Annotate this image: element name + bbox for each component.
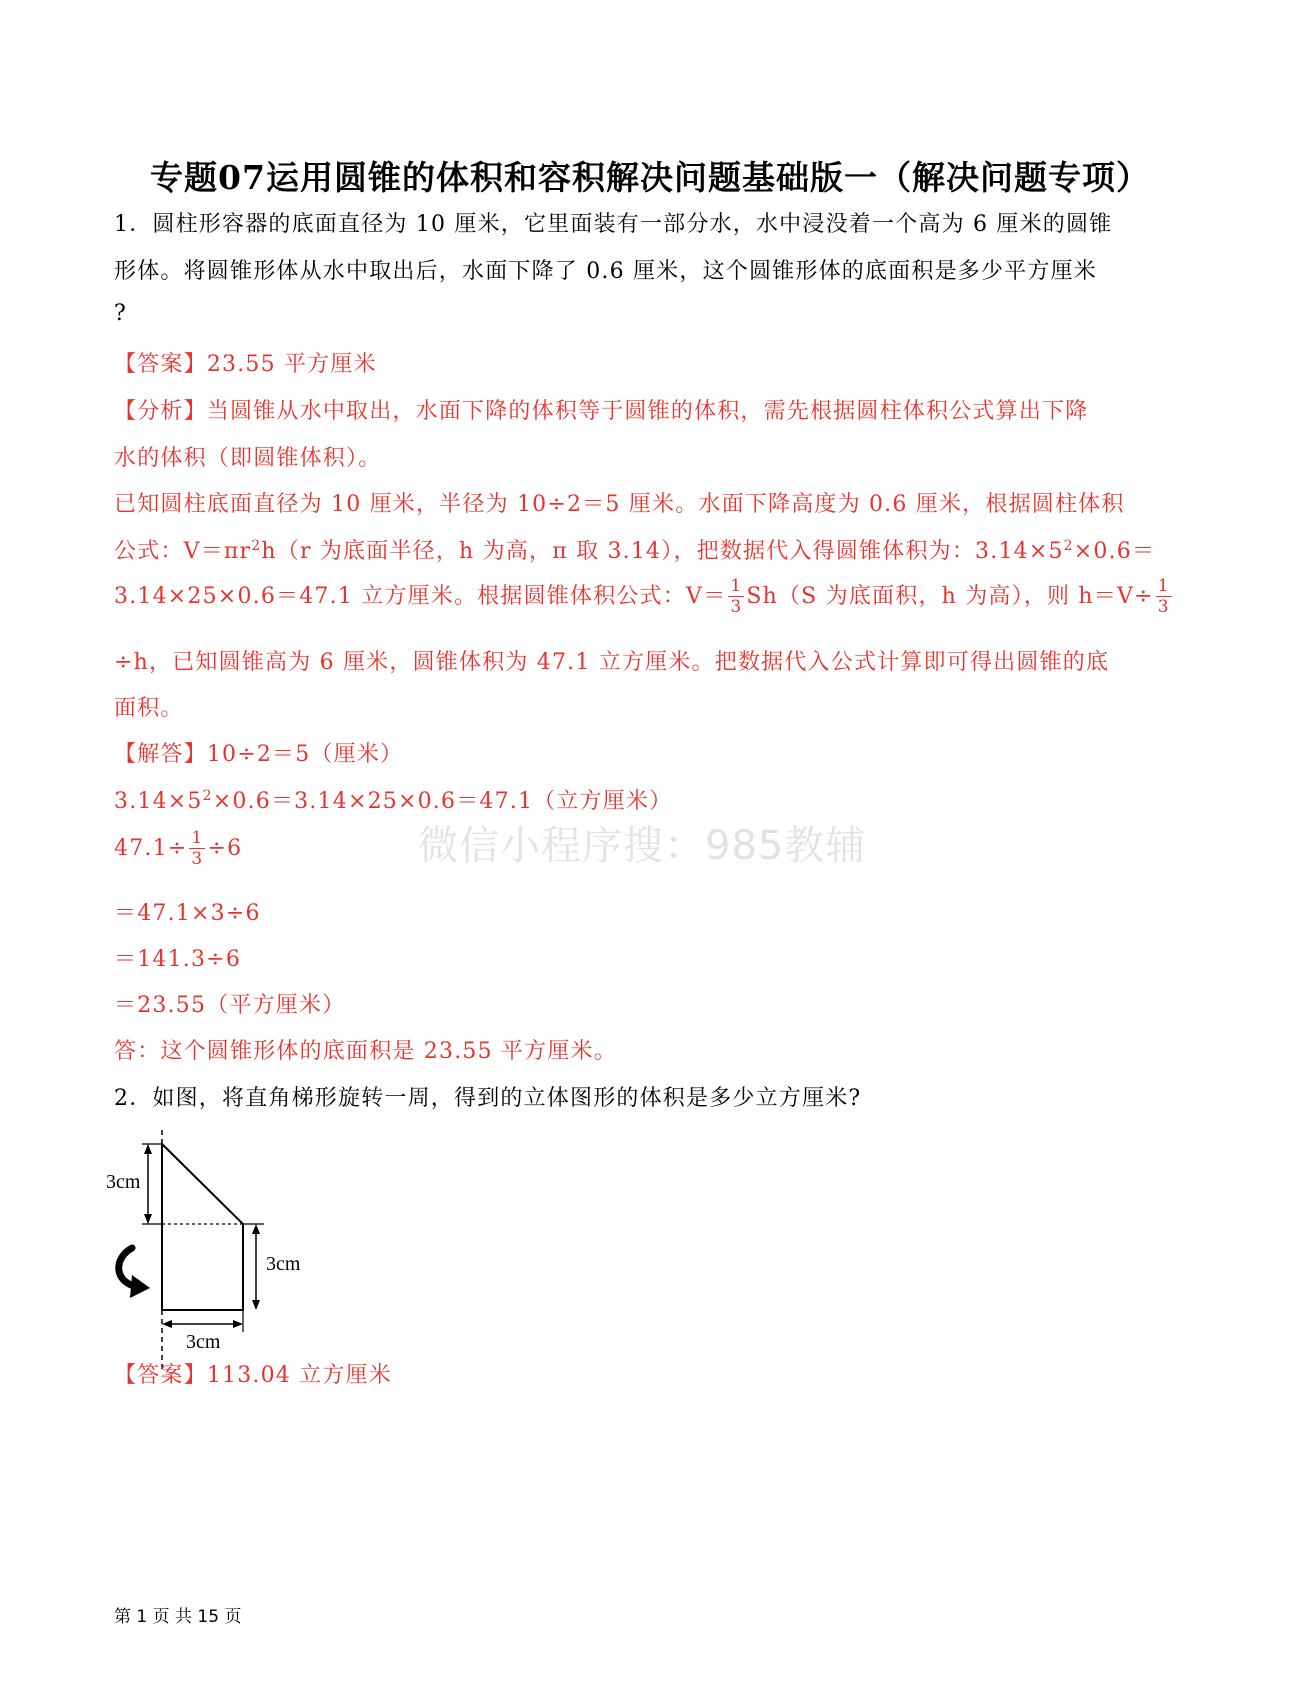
solution-step: 47.1÷ bbox=[114, 836, 188, 861]
solution-step: ÷6 bbox=[207, 836, 243, 861]
arrow-head bbox=[233, 1320, 243, 1328]
q1-analysis-4 bbox=[114, 534, 1155, 565]
arrow-head bbox=[162, 1320, 172, 1328]
fraction-denominator: 3 bbox=[1157, 597, 1170, 617]
exponent: 2 bbox=[251, 538, 262, 554]
q1-line-3: ? bbox=[114, 301, 127, 326]
q1-analysis-3: 已知圆柱底面直径为 10 厘米，半径为 10÷2＝5 厘米。水面下降高度为 0.6 厘米，根据圆柱体积 bbox=[114, 492, 1125, 517]
q2-answer bbox=[114, 1358, 392, 1389]
q1-line-1: 1．圆柱形容器的底面直径为 10 厘米，它里面装有一部分水，水中浸没着一个高为 6 厘米的圆锥 bbox=[114, 212, 1113, 237]
label-bottom-width: 3cm bbox=[186, 1331, 221, 1353]
exponent: 2 bbox=[202, 788, 213, 804]
fraction-denominator: 3 bbox=[730, 597, 743, 617]
fraction-one-third bbox=[728, 578, 744, 616]
fraction-one-third bbox=[1156, 578, 1172, 616]
label-right-height: 3cm bbox=[266, 1253, 301, 1275]
page-footer: 第 1 页 共 15 页 bbox=[114, 1607, 242, 1627]
answer-tag: 【答案】 bbox=[114, 1363, 207, 1388]
exponent: 2 bbox=[1063, 538, 1074, 554]
q1-analysis-1 bbox=[114, 394, 1088, 425]
q1-solution-2 bbox=[114, 784, 672, 815]
trapezoid-diagram bbox=[106, 1130, 370, 1370]
solution-tag: 【解答】 bbox=[114, 742, 207, 767]
fraction-one-third bbox=[189, 830, 205, 868]
analysis-tag: 【分析】 bbox=[114, 399, 207, 424]
analysis-text: 当圆锥从水中取出，水面下降的体积等于圆锥的体积，需先根据圆柱体积公式算出下降 bbox=[206, 399, 1089, 424]
arrow-head bbox=[252, 1300, 260, 1310]
answer-text: 23.55 平方厘米 bbox=[206, 352, 377, 377]
q1-answer bbox=[114, 347, 377, 378]
q1-solution-4: ＝47.1×3÷6 bbox=[114, 901, 261, 926]
q1-final-answer: 答：这个圆锥形体的底面积是 23.55 平方厘米。 bbox=[114, 1039, 617, 1064]
q2-question: 2．如图，将直角梯形旋转一周，得到的立体图形的体积是多少立方厘米? bbox=[114, 1086, 862, 1111]
arrow-head bbox=[144, 1214, 152, 1224]
formula-part: h（r 为底面半径，h 为高，π 取 3.14），把数据代入得圆锥体积为：3.14×5 bbox=[261, 539, 1064, 564]
fraction-numerator: 1 bbox=[730, 576, 743, 596]
trapezoid-shape bbox=[162, 1144, 243, 1310]
label-top-height: 3cm bbox=[106, 1171, 141, 1193]
fraction-denominator: 3 bbox=[191, 849, 204, 869]
q1-analysis-5 bbox=[114, 578, 1174, 616]
rotation-arrow-icon bbox=[119, 1248, 150, 1298]
q1-solution-3 bbox=[114, 830, 242, 868]
watermark: 微信小程序搜：985教辅 bbox=[418, 823, 867, 869]
answer-tag: 【答案】 bbox=[114, 352, 207, 377]
formula-part: Sh（S 为底面积，h 为高），则 h＝V÷ bbox=[746, 584, 1154, 609]
q1-line-2: 形体。将圆锥形体从水中取出后，水面下降了 0.6 厘米，这个圆锥形体的底面积是多少平方厘米 bbox=[114, 259, 1097, 284]
q1-solution-1 bbox=[114, 737, 403, 768]
solution-step: 3.14×5 bbox=[114, 789, 203, 814]
solution-step: ×0.6＝3.14×25×0.6＝47.1（立方厘米） bbox=[212, 789, 673, 814]
solution-step: 10÷2＝5（厘米） bbox=[206, 742, 404, 767]
q1-analysis-7: 面积。 bbox=[114, 696, 184, 721]
q1-solution-6: ＝23.55（平方厘米） bbox=[114, 993, 346, 1018]
q1-analysis-2: 水的体积（即圆锥体积）。 bbox=[114, 446, 382, 471]
q1-analysis-6: ÷h，已知圆锥高为 6 厘米，圆锥体积为 47.1 立方厘米。把数据代入公式计算即可得出圆锥的底 bbox=[114, 650, 1110, 675]
page-title: 专题07运用圆锥的体积和容积解决问题基础版一（解决问题专项） bbox=[150, 158, 1150, 197]
arrow-head bbox=[144, 1144, 152, 1154]
answer-text: 113.04 立方厘米 bbox=[206, 1363, 392, 1388]
q1-solution-5: ＝141.3÷6 bbox=[114, 947, 242, 972]
fraction-numerator: 1 bbox=[191, 828, 204, 848]
formula-part: ×0.6＝ bbox=[1073, 539, 1156, 564]
formula-part: 3.14×25×0.6＝47.1 立方厘米。根据圆锥体积公式：V＝ bbox=[114, 584, 727, 609]
arrow-head bbox=[252, 1224, 260, 1234]
formula-part: 公式：V＝πr bbox=[114, 539, 252, 564]
fraction-numerator: 1 bbox=[1157, 576, 1170, 596]
